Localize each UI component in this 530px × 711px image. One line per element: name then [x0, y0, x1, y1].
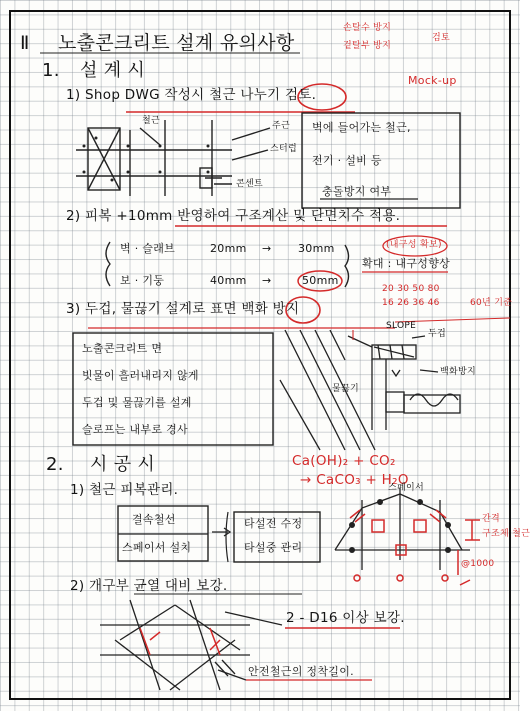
- p2-box-left-2: 스페이서 설치: [122, 541, 192, 554]
- p2-rebar-note: 2 - D16 이상 보강.: [286, 610, 405, 626]
- item2-side-note: 60년 기준: [470, 298, 513, 308]
- item2-circle-note: (내구성 확보): [386, 240, 442, 250]
- mockup-note: Mock-up: [408, 74, 457, 87]
- item2-numbers-top: 20 30 50 80: [382, 284, 440, 294]
- p2-box-right-1: 타설전 수정: [244, 517, 303, 530]
- section-title: 노출콘크리트 설계 유의사항: [58, 32, 295, 54]
- p2-box-right-2: 타설중 관리: [244, 541, 303, 554]
- p2-dim-spacing: 간격: [482, 514, 500, 524]
- item2-row1-member: 벽 · 슬래브: [120, 242, 176, 255]
- part1-number: 1.: [42, 60, 60, 81]
- sketch-label-drip: 물끊기: [332, 384, 359, 394]
- item3-box-line-4: 슬로프는 내부로 경사: [82, 423, 188, 436]
- item2-row2-member: 보 · 기둥: [120, 274, 165, 287]
- part1-title: 설 계 시: [80, 60, 146, 81]
- part2-number: 2.: [46, 454, 64, 475]
- item3-label: 3) 두겁, 물끊기 설계로 표면 백화 방지: [66, 301, 300, 317]
- callout-stirrup: 스터럽: [270, 144, 297, 154]
- p2-sketch-label: 스페이서: [388, 483, 424, 493]
- item2-right-note: 확대 : 내구성향상: [362, 257, 451, 270]
- item1-box-line-1: 벽에 들어가는 철근,: [312, 121, 411, 134]
- callout-rebar: 철근: [142, 116, 160, 126]
- item2-row2-from: 40mm: [210, 274, 247, 287]
- item3-box-line-1: 노출콘크리트 면: [82, 342, 163, 355]
- note-top-bracket: 검토: [432, 33, 450, 43]
- item1-box-line-2: 전기 · 설비 등: [312, 154, 382, 167]
- sketch-label-coping: 두겁: [428, 329, 446, 339]
- p2-item2-label: 2) 개구부 균열 대비 보강.: [70, 578, 228, 594]
- item1-box-line-3: 충돌방지 여부: [322, 185, 392, 198]
- note-top-1: 손탈수 방지: [343, 23, 392, 33]
- sketch-label-efflorescence: 백화방지: [440, 367, 476, 377]
- item2-row1-from: 20mm: [210, 242, 247, 255]
- p2-box-left-1: 결속철선: [132, 513, 176, 526]
- item3-box-line-2: 빗물이 흘러내리지 않게: [82, 369, 199, 382]
- item3-box-line-3: 두겁 및 물끊기를 설계: [82, 396, 192, 409]
- p2-bottom-note: 안전철근의 정착길이.: [248, 665, 354, 678]
- note-top-2: 겉탈부 방지: [343, 41, 392, 51]
- item2-numbers-bottom: 16 26 36 46: [382, 298, 440, 308]
- chem-line-2: → CaCO₃ + H₂O: [300, 472, 409, 488]
- item2-row1-to: 30mm: [298, 242, 335, 255]
- sketch-label-slope: SLOPE: [386, 321, 417, 331]
- callout-main-bar: 주근: [272, 121, 290, 131]
- p2-dim-1000: @1000: [461, 559, 495, 569]
- chem-line-1: Ca(OH)₂ + CO₂: [292, 453, 396, 469]
- item2-row1-arrow: →: [262, 242, 272, 255]
- p2-side-note: 구조체 철근: [482, 529, 530, 539]
- item2-label: 2) 피복 +10mm 반영하여 구조계산 및 단면치수 적용.: [66, 208, 401, 224]
- part2-title: 시 공 시: [90, 454, 156, 475]
- item2-row2-arrow: →: [262, 274, 272, 287]
- item1-label: 1) Shop DWG 작성시 철근 나누기 검토.: [66, 87, 317, 103]
- p2-item1-label: 1) 철근 피복관리.: [70, 482, 179, 498]
- item2-row2-to: 50mm: [302, 274, 339, 287]
- callout-outlet: 콘센트: [236, 179, 263, 189]
- section-number: Ⅱ: [20, 32, 30, 54]
